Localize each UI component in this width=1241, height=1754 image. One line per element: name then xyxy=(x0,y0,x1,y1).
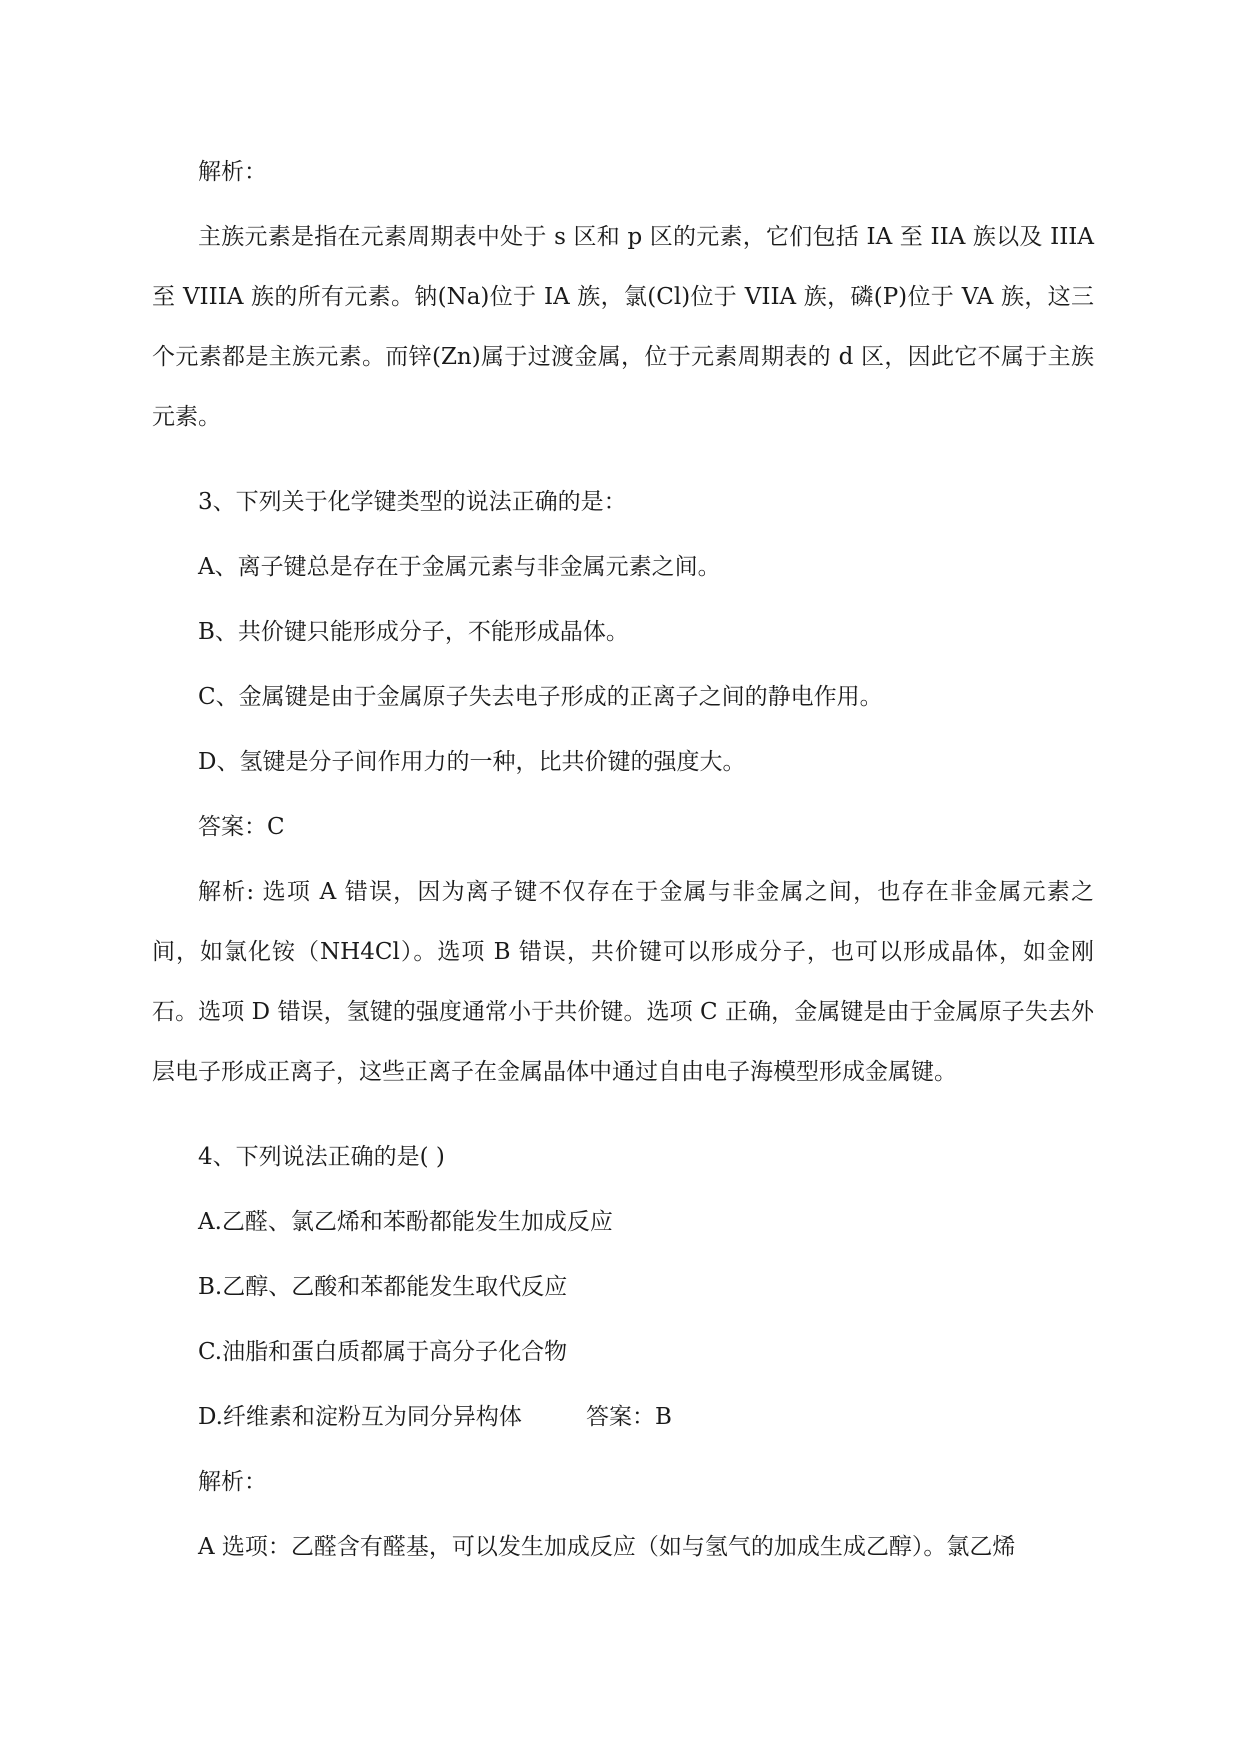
analysis-label: 解析： xyxy=(198,159,267,185)
analysis-label-2: 解析： xyxy=(198,1469,267,1495)
question-4-option-b: B.乙醇、乙酸和苯都能发生取代反应 xyxy=(198,1274,568,1300)
question-4-option-d: D.纤维素和淀粉互为同分异构体 xyxy=(198,1404,522,1430)
question-3-answer: 答案：C xyxy=(198,814,285,840)
analysis-q4-option-a: A 选项：乙醛含有醛基，可以发生加成反应（如与氢气的加成生成乙醇）。氯乙烯 xyxy=(198,1534,1016,1560)
question-3-option-a: A、离子键总是存在于金属元素与非金属元素之间。 xyxy=(198,554,721,580)
question-3-option-c: C、金属键是由于金属原子失去电子形成的正离子之间的静电作用。 xyxy=(198,684,883,710)
document-body xyxy=(152,142,1094,1582)
question-4-answer: 答案：B xyxy=(585,1404,672,1430)
analysis-paragraph-q2: 主族元素是指在元素周期表中处于 s 区和 p 区的元素，它们包括 IA 至 IIA 族以及 IIIA 至 VIIIA 族的所有元素。钠(Na)位于 IA 族，氯(Cl)位于 VIIA 族，磷(P)位于 VA 族，这三个元素都是主族元素。而锌(Zn)属于过渡金属，位于元素周期表的 d 区，因此它不属于主族元素。 xyxy=(152,224,1094,430)
question-4-option-d-line xyxy=(152,1387,1094,1447)
question-3-option-d: D、氢键是分子间作用力的一种，比共价键的强度大。 xyxy=(198,749,746,775)
question-3-option-b: B、共价键只能形成分子，不能形成晶体。 xyxy=(198,619,629,645)
question-4-stem: 4、下列说法正确的是( ) xyxy=(198,1144,445,1170)
question-4-option-c: C.油脂和蛋白质都属于高分子化合物 xyxy=(198,1339,568,1365)
question-4-option-a: A.乙醛、氯乙烯和苯酚都能发生加成反应 xyxy=(198,1209,613,1235)
analysis-paragraph-q3: 解析: 选项 A 错误，因为离子键不仅存在于金属与非金属之间，也存在非金属元素之间，如氯化铵（NH4Cl）。选项 B 错误，共价键可以形成分子，也可以形成晶体，如金刚石。选项 D 错误，氢键的强度通常小于共价键。选项 C 正确，金属键是由于金属原子失去外层电子形成正离子，这些正离子在金属晶体中通过自由电子海模型形成金属键。 xyxy=(152,879,1094,1085)
question-3-stem: 3、下列关于化学键类型的说法正确的是： xyxy=(198,489,627,515)
